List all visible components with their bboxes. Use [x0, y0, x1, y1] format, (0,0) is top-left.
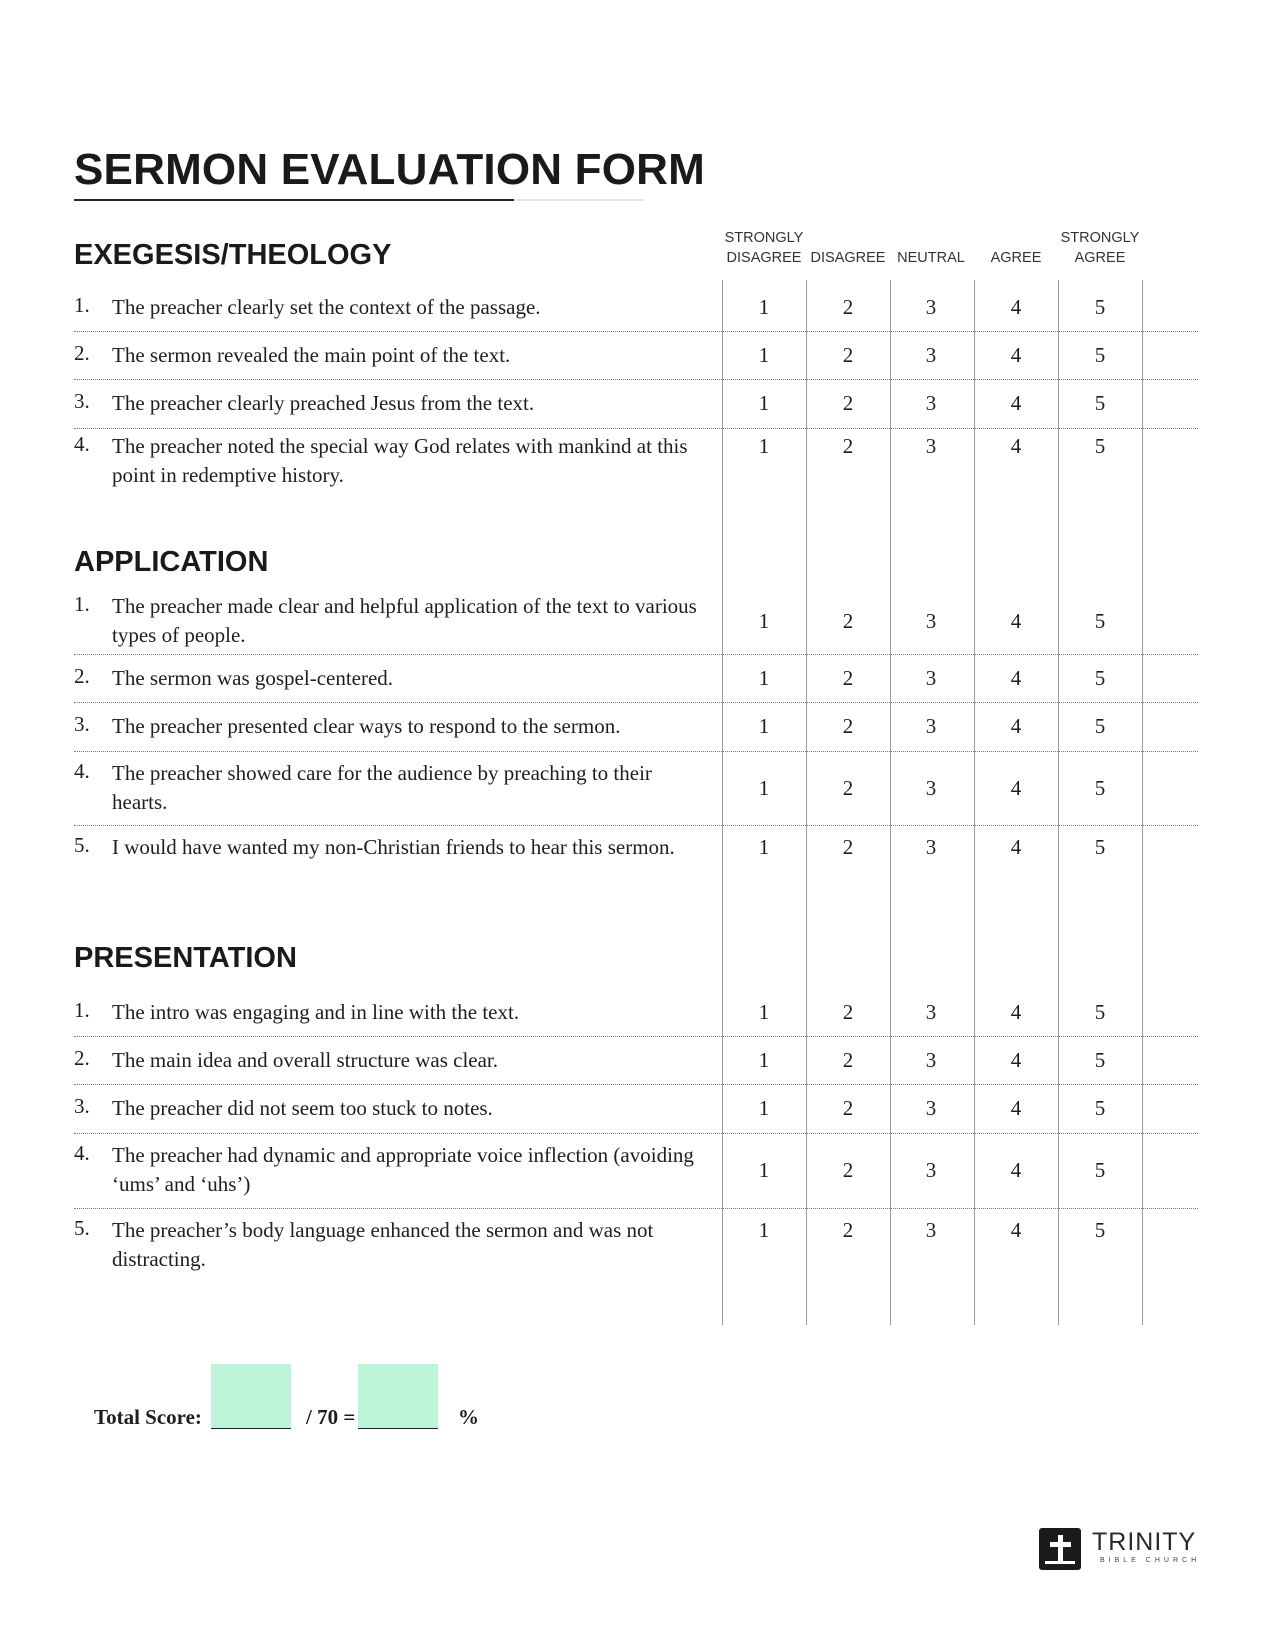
rating-option-5[interactable]: 5 [1094, 609, 1106, 633]
rating-option-2[interactable]: 2 [842, 835, 854, 859]
rating-option-3[interactable]: 3 [925, 1048, 937, 1072]
rating-option-1[interactable]: 1 [758, 1158, 770, 1182]
rating-option-2[interactable]: 2 [842, 295, 854, 319]
rating-option-1[interactable]: 1 [758, 295, 770, 319]
rating-option-3[interactable]: 3 [925, 666, 937, 690]
question-row [74, 331, 1198, 380]
rating-option-2[interactable]: 2 [842, 1096, 854, 1120]
question-text: I would have wanted my non-Christian friends to hear this sermon. [112, 835, 675, 859]
rating-option-3[interactable]: 3 [925, 1158, 937, 1182]
rating-option-4[interactable]: 4 [1010, 343, 1022, 367]
question-text: The preacher presented clear ways to respond to the sermon. [112, 714, 621, 738]
question-row [74, 1208, 1198, 1278]
question-text: The preacher’s body language enhanced the sermon and was not distracting. [112, 1218, 654, 1271]
question-row [74, 428, 1198, 494]
question-number: 4. [74, 759, 90, 783]
question-text: The preacher did not seem too stuck to notes. [112, 1096, 493, 1120]
rating-option-3[interactable]: 3 [925, 1000, 937, 1024]
question-number: 1. [74, 998, 90, 1022]
question-text: The preacher made clear and helpful application of the text to various types of people. [112, 594, 697, 647]
rating-option-5[interactable]: 5 [1094, 666, 1106, 690]
question-row [74, 654, 1198, 703]
rating-option-4[interactable]: 4 [1010, 714, 1022, 738]
rating-option-2[interactable]: 2 [842, 1000, 854, 1024]
rating-option-5[interactable]: 5 [1094, 1158, 1106, 1182]
question-text: The sermon was gospel-centered. [112, 666, 394, 690]
rating-option-3[interactable]: 3 [925, 776, 937, 800]
rating-option-4[interactable]: 4 [1010, 776, 1022, 800]
rating-option-5[interactable]: 5 [1094, 1000, 1106, 1024]
rating-option-1[interactable]: 1 [758, 343, 770, 367]
question-text: The preacher clearly preached Jesus from the text. [112, 391, 535, 415]
question-text: The preacher showed care for the audience by preaching to their hearts. [112, 761, 652, 814]
question-number: 1. [74, 592, 90, 616]
title-underline [74, 199, 644, 201]
section-heading: APPLICATION [74, 546, 269, 578]
rating-option-5[interactable]: 5 [1094, 434, 1106, 458]
rating-option-3[interactable]: 3 [925, 343, 937, 367]
rating-option-1[interactable]: 1 [758, 391, 770, 415]
question-number: 2. [74, 341, 90, 365]
scale-header-5: STRONGLY AGREE [1060, 230, 1140, 266]
question-row [74, 1133, 1198, 1209]
rating-option-3[interactable]: 3 [925, 1096, 937, 1120]
rating-option-4[interactable]: 4 [1010, 434, 1022, 458]
rating-option-2[interactable]: 2 [842, 1158, 854, 1182]
rating-option-5[interactable]: 5 [1094, 714, 1106, 738]
rating-option-2[interactable]: 2 [842, 434, 854, 458]
section-heading: EXEGESIS/THEOLOGY [74, 239, 392, 271]
question-row [74, 751, 1198, 826]
rating-option-2[interactable]: 2 [842, 391, 854, 415]
question-row [74, 702, 1198, 752]
rating-option-4[interactable]: 4 [1010, 1000, 1022, 1024]
question-number: 4. [74, 1141, 90, 1165]
question-row [74, 1036, 1198, 1085]
rating-option-4[interactable]: 4 [1010, 1218, 1022, 1242]
rating-option-1[interactable]: 1 [758, 666, 770, 690]
question-text: The sermon revealed the main point of the text. [112, 343, 511, 367]
percent-sign: % [458, 1405, 479, 1429]
rating-option-3[interactable]: 3 [925, 835, 937, 859]
scale-header-4: AGREE [990, 250, 1042, 266]
question-row [74, 588, 1198, 655]
question-row [74, 284, 1198, 332]
rating-option-2[interactable]: 2 [842, 714, 854, 738]
question-number: 2. [74, 664, 90, 688]
question-number: 4. [74, 432, 90, 456]
question-row [74, 825, 1198, 895]
rating-option-2[interactable]: 2 [842, 609, 854, 633]
total-score-field[interactable] [211, 1364, 291, 1429]
question-text: The main idea and overall structure was clear. [112, 1048, 498, 1072]
scale-header-3: NEUTRAL [897, 250, 965, 266]
rating-option-1[interactable]: 1 [758, 1096, 770, 1120]
rating-option-1[interactable]: 1 [758, 434, 770, 458]
rating-option-5[interactable]: 5 [1094, 776, 1106, 800]
rating-option-2[interactable]: 2 [842, 666, 854, 690]
rating-option-3[interactable]: 3 [925, 391, 937, 415]
rating-option-1[interactable]: 1 [758, 776, 770, 800]
rating-option-2[interactable]: 2 [842, 1048, 854, 1072]
section-heading: PRESENTATION [74, 942, 297, 974]
question-number: 3. [74, 712, 90, 736]
scale-header-2: DISAGREE [810, 250, 886, 266]
question-text: The intro was engaging and in line with the text. [112, 1000, 520, 1024]
question-row [74, 988, 1198, 1037]
question-number: 5. [74, 1216, 90, 1240]
rating-option-3[interactable]: 3 [925, 714, 937, 738]
rating-option-4[interactable]: 4 [1010, 666, 1022, 690]
rating-option-5[interactable]: 5 [1094, 1218, 1106, 1242]
rating-option-2[interactable]: 2 [842, 343, 854, 367]
rating-option-4[interactable]: 4 [1010, 391, 1022, 415]
question-row [74, 1084, 1198, 1134]
rating-option-1[interactable]: 1 [758, 1000, 770, 1024]
rating-option-4[interactable]: 4 [1010, 835, 1022, 859]
rating-option-4[interactable]: 4 [1010, 1048, 1022, 1072]
rating-option-3[interactable]: 3 [925, 434, 937, 458]
rating-option-4[interactable]: 4 [1010, 1096, 1022, 1120]
rating-option-4[interactable]: 4 [1010, 1158, 1022, 1182]
question-number: 1. [74, 293, 90, 317]
cross-icon [1039, 1528, 1081, 1570]
question-text: The preacher clearly set the context of the passage. [112, 295, 541, 319]
rating-option-1[interactable]: 1 [758, 1218, 770, 1242]
page-title: SERMON EVALUATION FORM [74, 145, 705, 194]
question-text: The preacher noted the special way God relates with mankind at this point in redemptive history. [112, 434, 688, 487]
percent-score-field[interactable] [358, 1364, 438, 1429]
rating-option-4[interactable]: 4 [1010, 295, 1022, 319]
rating-option-1[interactable]: 1 [758, 835, 770, 859]
rating-option-3[interactable]: 3 [925, 1218, 937, 1242]
rating-option-1[interactable]: 1 [758, 714, 770, 738]
question-number: 3. [74, 389, 90, 413]
rating-option-4[interactable]: 4 [1010, 609, 1022, 633]
logo-name: TRINITY [1092, 1528, 1197, 1556]
rating-option-5[interactable]: 5 [1094, 295, 1106, 319]
rating-option-5[interactable]: 5 [1094, 391, 1106, 415]
rating-option-5[interactable]: 5 [1094, 1096, 1106, 1120]
rating-option-5[interactable]: 5 [1094, 343, 1106, 367]
question-text: The preacher had dynamic and appropriate voice inflection (avoiding ‘ums’ and ‘uhs’) [112, 1143, 694, 1196]
scale-header-1: STRONGLY DISAGREE [724, 230, 804, 266]
rating-option-1[interactable]: 1 [758, 1048, 770, 1072]
total-out-of-label: / 70 = [306, 1405, 356, 1429]
rating-option-1[interactable]: 1 [758, 609, 770, 633]
rating-option-3[interactable]: 3 [925, 609, 937, 633]
total-score-label: Total Score: [94, 1405, 202, 1429]
rating-option-2[interactable]: 2 [842, 776, 854, 800]
question-number: 2. [74, 1046, 90, 1070]
rating-option-3[interactable]: 3 [925, 295, 937, 319]
logo-subtitle: BIBLE CHURCH [1100, 1557, 1201, 1564]
rating-option-2[interactable]: 2 [842, 1218, 854, 1242]
question-number: 5. [74, 833, 90, 857]
question-number: 3. [74, 1094, 90, 1118]
rating-option-5[interactable]: 5 [1094, 835, 1106, 859]
rating-option-5[interactable]: 5 [1094, 1048, 1106, 1072]
question-row [74, 379, 1198, 429]
